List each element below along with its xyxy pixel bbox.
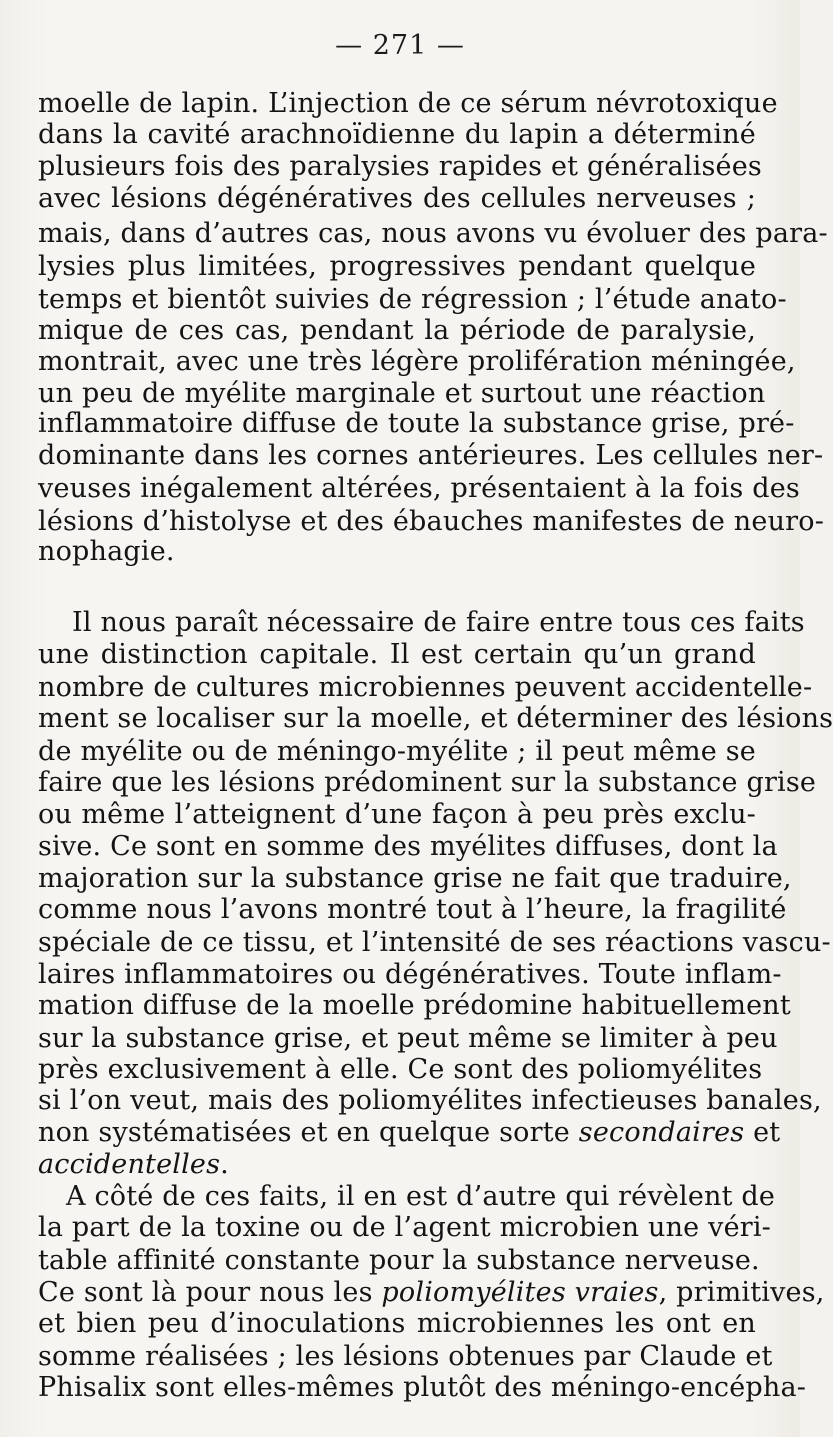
text-line: si l’on veut, mais des poliomyélites infectieuses banales,: [38, 1085, 822, 1116]
text-line: veuses inégalement altérées, présentaient à la fois des: [38, 473, 800, 504]
text-line: lésions d’histolyse et des ébauches manifestes de neuro-: [38, 506, 825, 537]
text-line: dans la cavité arachnoïdienne du lapin a déterminé: [38, 119, 756, 150]
text-line: sive. Ce sont en somme des myélites diffuses, dont la: [38, 831, 778, 862]
text-segment: et: [744, 1117, 781, 1148]
text-line: moelle de lapin. L’injection de ce sérum névrotoxique: [38, 88, 778, 119]
text-segment: Ce sont là pour nous les: [38, 1277, 382, 1308]
text-line: la part de la toxine ou de l’agent microbien une véri-: [38, 1212, 772, 1243]
text-line: et bien peu d’inoculations microbiennes les ont en: [38, 1308, 756, 1339]
text-line: une distinction capitale. Il est certain qu’un grand: [38, 639, 756, 670]
text-segment: .: [220, 1149, 229, 1180]
text-line: mique de ces cas, pendant la période de paralysie,: [38, 315, 756, 346]
text-line: A côté de ces faits, il en est d’autre qui révèlent de: [66, 1181, 776, 1212]
text-line: Il nous paraît nécessaire de faire entre tous ces faits: [72, 607, 805, 638]
text-line: près exclusivement à elle. Ce sont des poliomyélites: [38, 1054, 763, 1085]
text-line: sur la substance grise, et peut même se limiter à peu: [38, 1023, 778, 1054]
text-line: spéciale de ce tissu, et l’intensité de ses réactions vascu-: [38, 927, 831, 958]
text-line: table affinité constante pour la substance nerveuse.: [38, 1245, 760, 1276]
text-line: somme réalisées ; les lésions obtenues par Claude et: [38, 1341, 773, 1372]
italic-term: accidentelles: [38, 1149, 221, 1180]
text-line: nophagie.: [38, 536, 175, 567]
text-line: laires inflammatoires ou dégénératives. Toute inflam-: [38, 959, 782, 990]
text-line: mais, dans d’autres cas, nous avons vu évoluer des para-: [38, 218, 828, 249]
italic-term: secondaires: [578, 1117, 745, 1148]
text-line: dominante dans les cornes antérieures. Les cellules ner-: [38, 440, 824, 471]
text-line: majoration sur la substance grise ne fait que traduire,: [38, 863, 792, 894]
text-line: mation diffuse de la moelle prédomine habituellement: [38, 990, 791, 1021]
text-line: temps et bientôt suivies de régression ; l’étude anato-: [38, 284, 787, 315]
text-line: montrait, avec une très légère prolifération méningée,: [38, 346, 796, 377]
text-segment: , primitives,: [658, 1277, 825, 1308]
text-line: nombre de cultures microbiennes peuvent accidentelle-: [38, 672, 813, 703]
text-line: [38, 1147, 756, 1183]
page-number: — 271 —: [335, 30, 465, 61]
text-line: de myélite ou de méningo-myélite ; il peut même se: [38, 736, 756, 767]
text-line: lysies plus limitées, progressives pendant quelque: [38, 251, 756, 282]
text-line: [38, 1115, 781, 1151]
text-line: inflammatoire diffuse de toute la substance grise, pré-: [38, 408, 795, 439]
italic-term: poliomyélites vraies: [381, 1277, 659, 1308]
text-line: Phisalix sont elles-mêmes plutôt des méningo-encépha-: [38, 1372, 807, 1403]
text-line: comme nous l’avons montré tout à l’heure, la fragilité: [38, 894, 787, 925]
text-segment: non systématisées et en quelque sorte: [38, 1117, 579, 1148]
text-line: avec lésions dégénératives des cellules nerveuses ;: [38, 183, 756, 214]
text-line: un peu de myélite marginale et surtout une réaction: [38, 378, 766, 409]
text-line: ment se localiser sur la moelle, et déterminer des lésions: [38, 703, 833, 734]
text-line: plusieurs fois des paralysies rapides et généralisées: [38, 151, 762, 182]
text-line: faire que les lésions prédominent sur la substance grise: [38, 767, 817, 798]
text-line: ou même l’atteignent d’une façon à peu près exclu-: [38, 799, 756, 830]
